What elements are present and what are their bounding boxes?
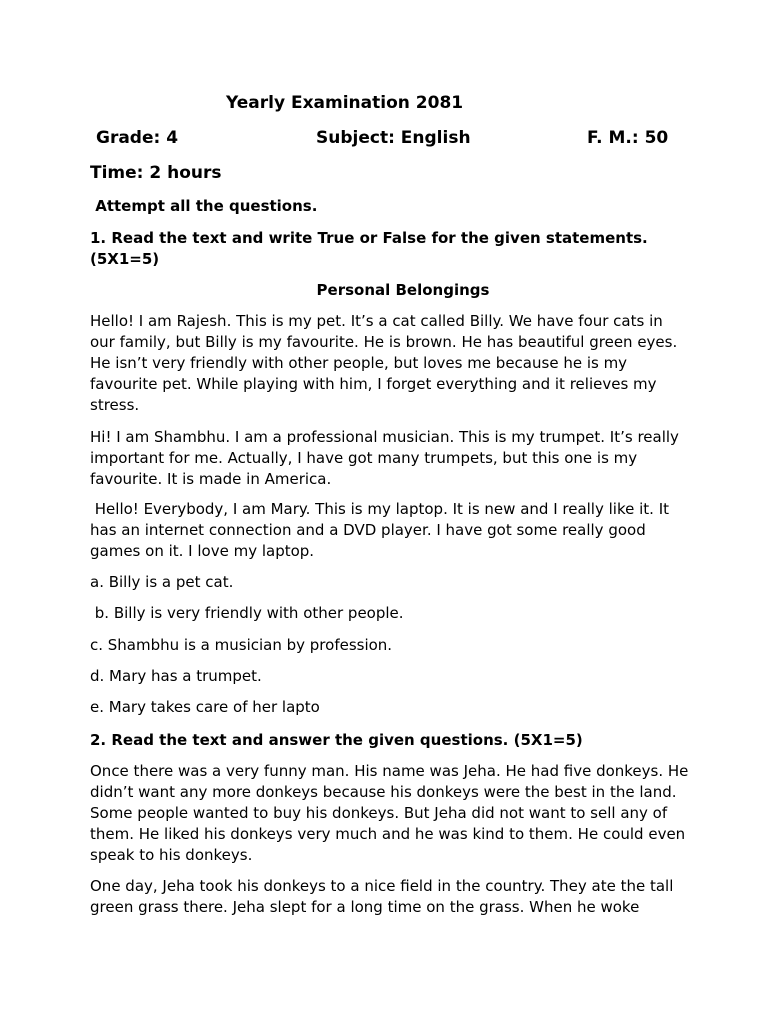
exam-title: Yearly Examination 2081: [226, 93, 464, 113]
passage-heading: Personal Belongings: [316, 281, 490, 299]
question-1-title: 1. Read the text and write True or False for the given statements. (5X1=5): [90, 229, 648, 268]
subject-label: Subject: English: [316, 128, 471, 148]
question-2-title: 2. Read the text and answer the given questions. (5X1=5): [90, 731, 583, 749]
passage-paragraph-shambhu: Hi! I am Shambhu. I am a professional musician. This is my trumpet. It’s really important for me. Actually, I have got many trumpets, but this one is my favourite. It is made in America.: [90, 428, 679, 488]
full-marks-label: F. M.: 50: [587, 128, 669, 148]
time-label: Time: 2 hours: [90, 163, 222, 183]
statement-d: d. Mary has a trumpet.: [90, 667, 262, 685]
passage-paragraph-rajesh: Hello! I am Rajesh. This is my pet. It’s a cat called Billy. We have four cats in our family, but Billy is my favourite. He is brown. He has beautiful green eyes. He isn’t very friendly with other people, but loves me because he is my favourite pet. While playing with him, I forget everything and it relieves my stress.: [90, 312, 678, 414]
statement-b: b. Billy is very friendly with other people.: [90, 604, 404, 622]
statement-c: c. Shambhu is a musician by profession.: [90, 636, 393, 654]
story-paragraph-1: Once there was a very funny man. His name was Jeha. He had five donkeys. He didn’t want any more donkeys because his donkeys were the best in the land. Some people wanted to buy his donkeys. But Jeha did not want to sell any of them. He liked his donkeys very much and he was kind to them. He could even speak to his donkeys.: [90, 762, 689, 864]
instruction: Attempt all the questions.: [90, 197, 318, 215]
statement-a: a. Billy is a pet cat.: [90, 573, 234, 591]
story-paragraph-2: One day, Jeha took his donkeys to a nice field in the country. They ate the tall green grass there. Jeha slept for a long time on the grass. When he woke: [90, 877, 674, 916]
grade-label: Grade: 4: [96, 128, 179, 148]
statement-e: e. Mary takes care of her lapto: [90, 698, 320, 716]
passage-paragraph-mary: Hello! Everybody, I am Mary. This is my laptop. It is new and I really like it. It has an internet connection and a DVD player. I have got some really good games on it. I love my laptop.: [90, 500, 674, 560]
